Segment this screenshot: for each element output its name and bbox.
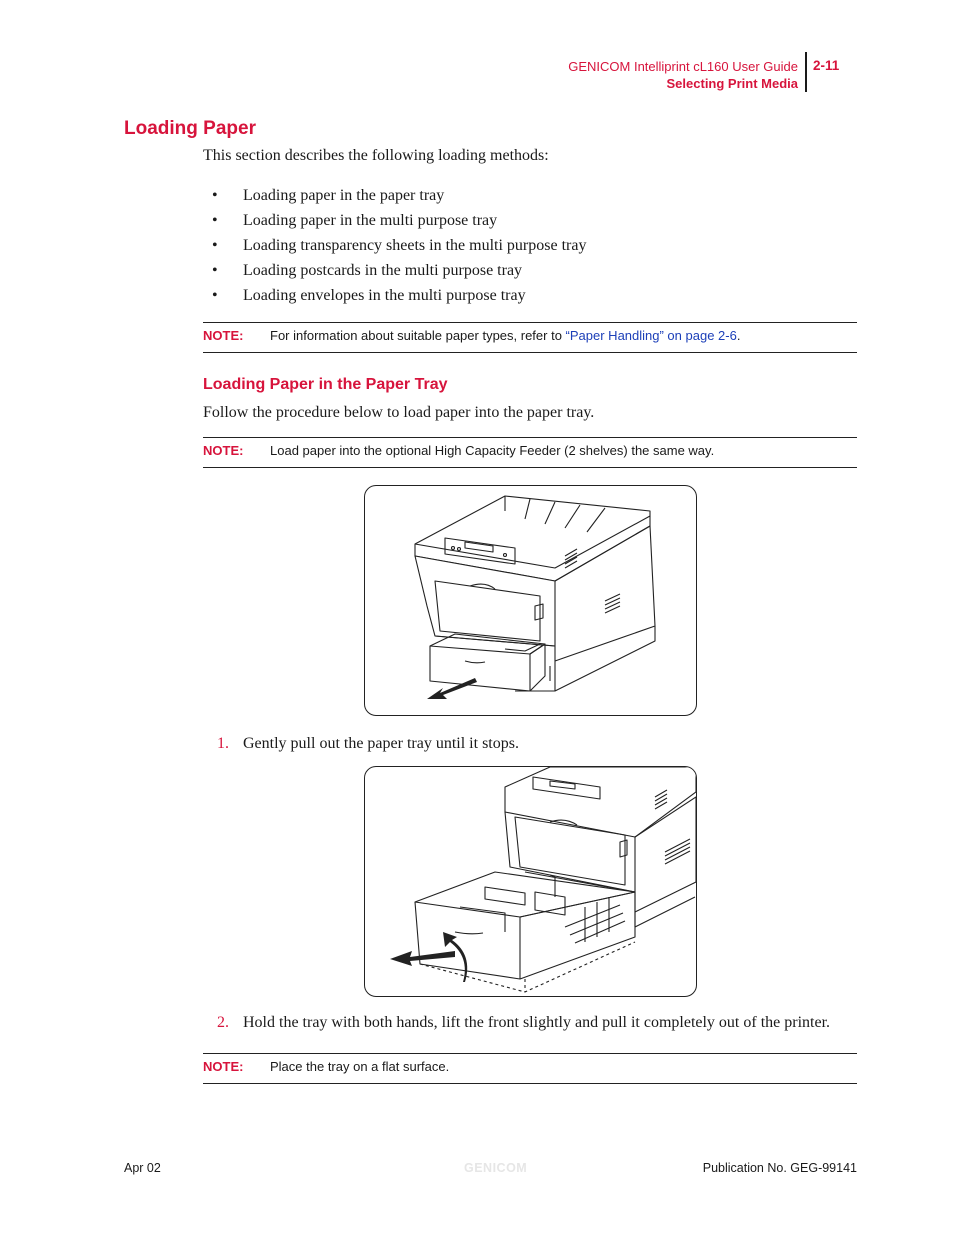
loading-methods-list [212, 186, 586, 311]
footer-date: Apr 02 [124, 1161, 161, 1175]
list-item: • Loading paper in the multi purpose tray [212, 212, 498, 229]
step-text: Gently pull out the paper tray until it stops. [243, 735, 519, 752]
page-number: 2-11 [813, 58, 840, 73]
footer-publication: Publication No. GEG-99141 [702, 1161, 857, 1175]
note-text: For information about suitable paper types, refer to “Paper Handling” on page 2-6. [270, 328, 741, 343]
list-item: • Loading envelopes in the multi purpose tray [212, 287, 526, 304]
page-title: Loading Paper [124, 118, 256, 139]
list-item: • Loading transparency sheets in the multi purpose tray [212, 237, 587, 254]
tray-removal-illustration [365, 767, 696, 996]
bullet-icon: • [212, 262, 218, 279]
note-flat-surface [203, 1053, 857, 1084]
printer-tray-illustration [365, 486, 696, 715]
subsection-intro: Follow the procedure below to load paper into the paper tray. [203, 404, 595, 421]
bullet-icon: • [212, 237, 218, 254]
paper-handling-link[interactable]: “Paper Handling” on page 2-6 [565, 328, 737, 343]
note-label: NOTE: [203, 328, 244, 343]
footer-watermark-logo: GENICOM [464, 1161, 528, 1175]
step-text: Hold the tray with both hands, lift the front slightly and pull it completely out of the printer. [243, 1014, 831, 1031]
note-paper-types [203, 322, 857, 353]
note-label: NOTE: [203, 1059, 244, 1074]
header-divider [805, 52, 807, 92]
bullet-icon: • [212, 187, 218, 204]
subsection-title: Loading Paper in the Paper Tray [203, 376, 448, 393]
bullet-icon: • [212, 212, 218, 229]
section-title: Selecting Print Media [666, 76, 798, 91]
list-item: • Loading postcards in the multi purpose tray [212, 262, 523, 279]
running-header [568, 58, 798, 92]
list-item: • Loading paper in the paper tray [212, 187, 445, 204]
figure-remove-tray [364, 766, 697, 997]
note-text: Place the tray on a flat surface. [270, 1059, 450, 1074]
intro-text: This section describes the following loading methods: [203, 147, 549, 164]
figure-pull-out-tray [364, 485, 697, 716]
guide-title: GENICOM Intelliprint cL160 User Guide [568, 59, 798, 74]
bullet-icon: • [212, 287, 218, 304]
note-label: NOTE: [203, 443, 244, 458]
step-2 [217, 1014, 830, 1032]
note-high-capacity-feeder [203, 437, 857, 468]
note-text: Load paper into the optional High Capacity Feeder (2 shelves) the same way. [270, 443, 715, 458]
step-number: 2. [217, 1014, 229, 1031]
step-number: 1. [217, 735, 229, 752]
step-1 [217, 735, 519, 753]
